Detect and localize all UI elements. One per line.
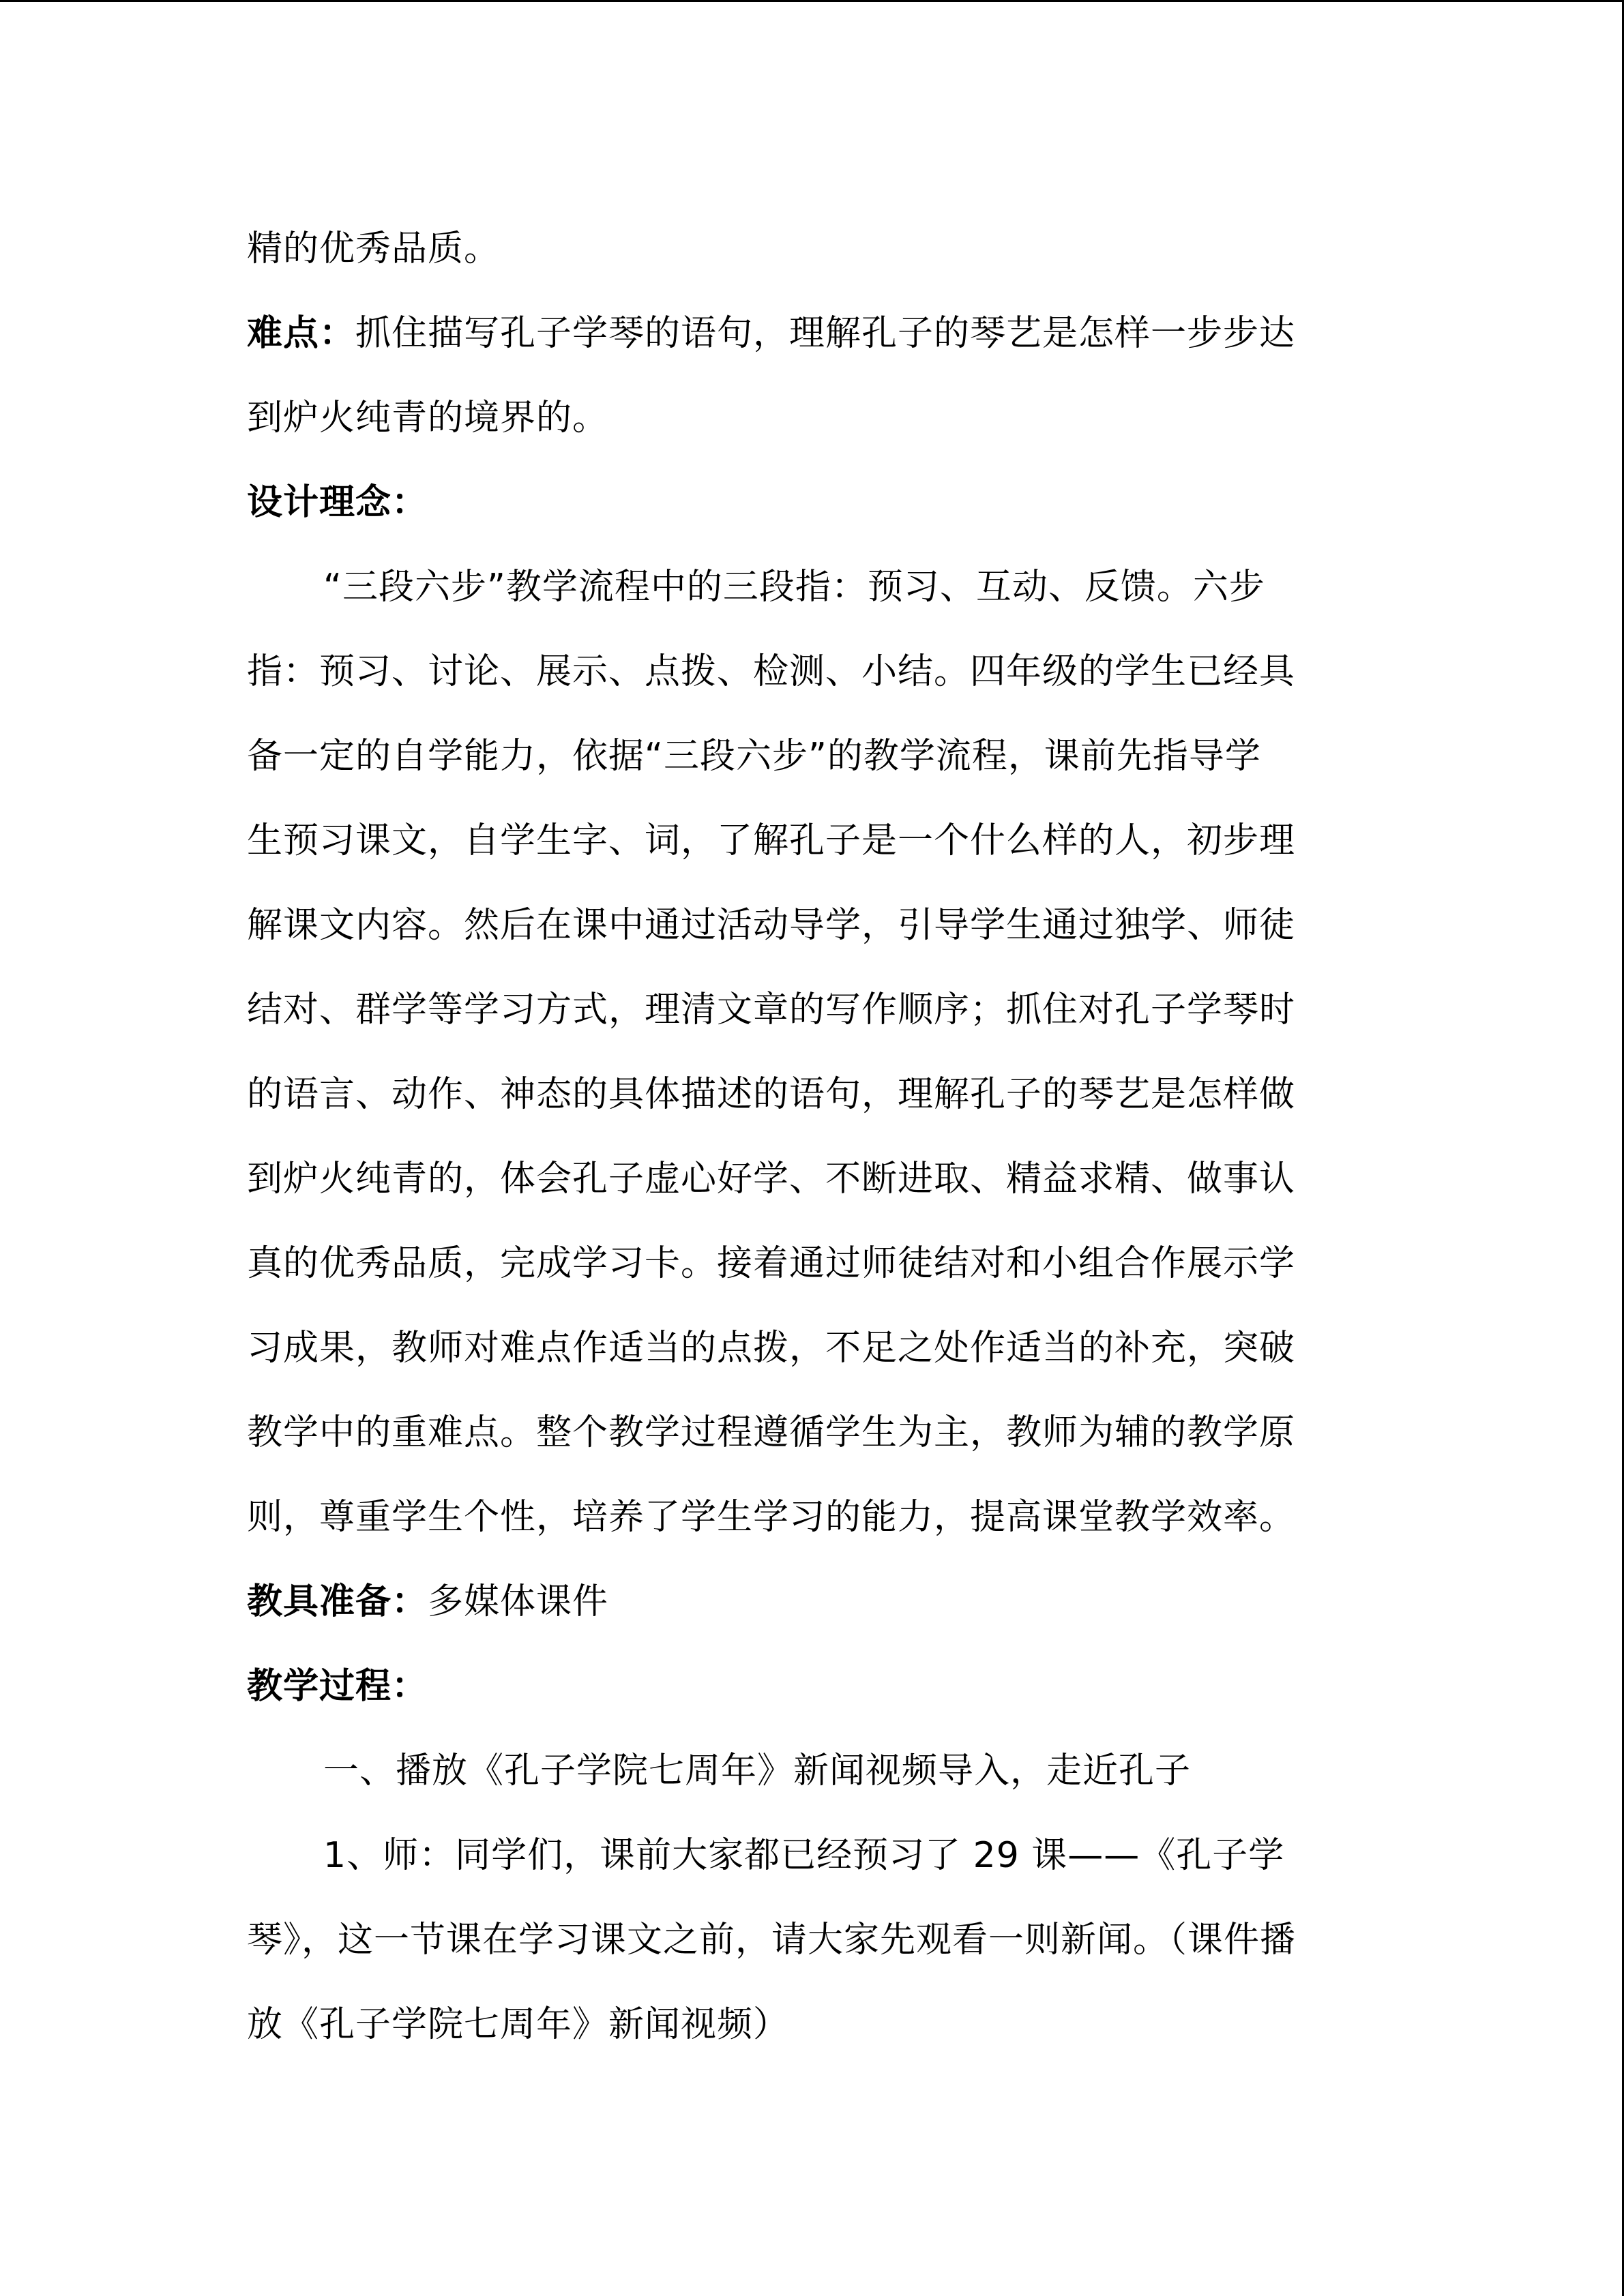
document-body [247, 207, 1355, 2067]
process-item-line: 放《孔子学院七周年》新闻视频） [247, 2004, 790, 2045]
text-line: 精的优秀品质。 [247, 228, 501, 269]
design-paragraph-line: 真的优秀品质，完成学习卡。接着通过师徒结对和小组合作展示学 [247, 1243, 1296, 1284]
difficulty-text: 抓住描写孔子学琴的语句，理解孔子的琴艺是怎样一步步达 [355, 313, 1296, 354]
difficulty-label: 难点： [247, 313, 356, 354]
difficulty-line-2: 到炉火纯青的境界的。 [247, 398, 609, 438]
design-paragraph-line: 则，尊重学生个性，培养了学生学习的能力，提高课堂教学效率。 [247, 1497, 1296, 1538]
design-paragraph-line: 习成果，教师对难点作适当的点拨，不足之处作适当的补充，突破 [247, 1328, 1296, 1369]
design-paragraph-line: 解课文内容。然后在课中通过活动导学，引导学生通过独学、师徒 [247, 905, 1296, 946]
process-heading: 教学过程： [247, 1666, 428, 1707]
process-item-line: 1、师：同学们，课前大家都已经预习了 29 课——《孔子学 [323, 1835, 1285, 1876]
design-heading: 设计理念： [247, 482, 428, 523]
process-item-line: 琴》，这一节课在学习课文之前，请大家先观看一则新闻。（课件播 [247, 1920, 1297, 1960]
design-paragraph-line: 教学中的重难点。整个教学过程遵循学生为主，教师为辅的教学原 [247, 1412, 1296, 1453]
tools-text: 多媒体课件 [428, 1581, 609, 1622]
difficulty-line-1 [247, 291, 1355, 376]
design-paragraph-line: 到炉火纯青的，体会孔子虚心好学、不断进取、精益求精、做事认 [247, 1159, 1296, 1199]
design-paragraph-line: 的语言、动作、神态的具体描述的语句，理解孔子的琴艺是怎样做 [247, 1074, 1296, 1115]
design-paragraph-line: “三段六步”教学流程中的三段指：预习、互动、反馈。六步 [323, 567, 1265, 608]
process-section-1: 一、播放《孔子学院七周年》新闻视频导入，走近孔子 [323, 1750, 1192, 1791]
tools-label: 教具准备： [247, 1581, 428, 1622]
design-paragraph-line: 结对、群学等学习方式，理清文章的写作顺序；抓住对孔子学琴时 [247, 989, 1296, 1030]
design-paragraph-line: 指：预习、讨论、展示、点拨、检测、小结。四年级的学生已经具 [247, 651, 1296, 692]
design-paragraph-line: 生预习课文，自学生字、词，了解孔子是一个什么样的人，初步理 [247, 820, 1296, 861]
tools-line [247, 1560, 1355, 1644]
design-paragraph-line: 备一定的自学能力，依据“三段六步”的教学流程，课前先指导学 [247, 736, 1261, 777]
